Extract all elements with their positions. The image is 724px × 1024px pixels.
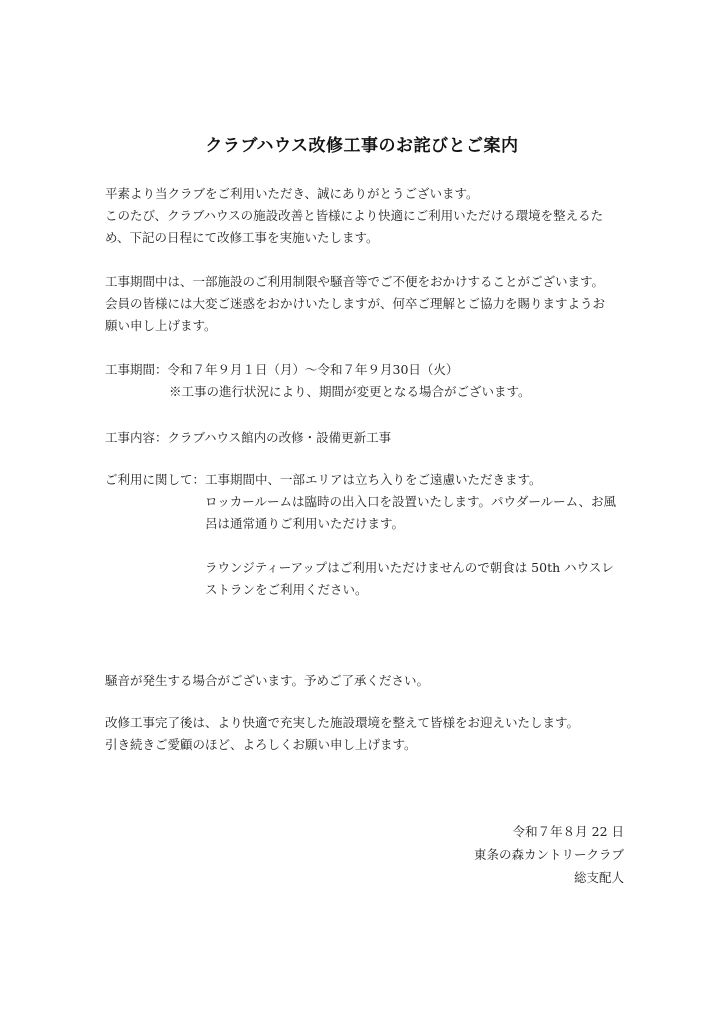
- content-label: 工事内容：: [105, 430, 168, 445]
- intro-line: 平素より当クラブをご利用いただき、誠にありがとうございます。: [105, 186, 479, 201]
- notice-paragraph: [105, 271, 625, 337]
- signature-date: 令和７年８月 22 日: [512, 824, 624, 839]
- notice-line: 工事期間中は、一部施設のご利用制限や騒音等でご不便をおかけすることがございます。: [105, 274, 605, 289]
- lounge-section: [105, 557, 625, 601]
- closing-line: 改修工事完了後は、より快適で充実した施設環境を整えて皆様をお迎えいたします。: [105, 715, 580, 730]
- usage-text: 工事期間中、一部エリアは立ち入りをご遠慮いただきます。: [205, 472, 542, 487]
- notice-line: 会員の皆様には大変ご迷惑をおかけいたしますが、何卒ご理解とご協力を賜りますようお: [105, 296, 606, 311]
- content-value: クラブハウス館内の改修・設備更新工事: [167, 430, 392, 445]
- closing-paragraph: [105, 712, 625, 756]
- noise-text: 騒音が発生する場合がございます。予めご了承ください。: [105, 673, 430, 688]
- intro-paragraph: [105, 183, 625, 249]
- usage-text: ロッカールームは臨時の出入口を設置いたします。パウダールーム、お風: [205, 494, 617, 509]
- noise-notice: [105, 670, 625, 692]
- document-title: クラブハウス改修工事のお詫びとご案内: [205, 136, 519, 156]
- usage-text: 呂は通常通りご利用いただけます。: [205, 516, 405, 531]
- period-note: ※工事の進行状況により、期間が変更となる場合がございます。: [169, 384, 531, 399]
- content-line: [105, 427, 625, 449]
- period-section: [105, 359, 625, 403]
- lounge-text: ストランをご利用ください。: [205, 582, 368, 597]
- notice-line: 願い申し上げます。: [105, 318, 217, 333]
- signature-org: 東条の森カントリークラブ: [473, 847, 624, 862]
- period-label: 工事期間：: [105, 362, 168, 377]
- content-section: [105, 427, 625, 449]
- intro-line: め、下記の日程にて改修工事を実施いたします。: [105, 230, 379, 245]
- period-line: [105, 359, 625, 381]
- usage-section: [105, 469, 625, 535]
- lounge-text: ラウンジティーアップはご利用いただけませんので朝食は 50th ハウスレ: [205, 560, 614, 575]
- usage-label: ご利用に関して：: [105, 472, 206, 487]
- signature-role: 総支配人: [573, 870, 624, 885]
- period-value: 令和７年９月１日（月）～令和７年９月30日（火）: [167, 362, 459, 377]
- usage-line: [105, 469, 625, 491]
- signature-block: [474, 820, 624, 889]
- intro-line: このたび、クラブハウスの施設改善と皆様により快適にご利用いただける環境を整えるた: [105, 208, 604, 223]
- closing-line: 引き続きご愛顧のほど、よろしくお願い申し上げます。: [105, 737, 417, 752]
